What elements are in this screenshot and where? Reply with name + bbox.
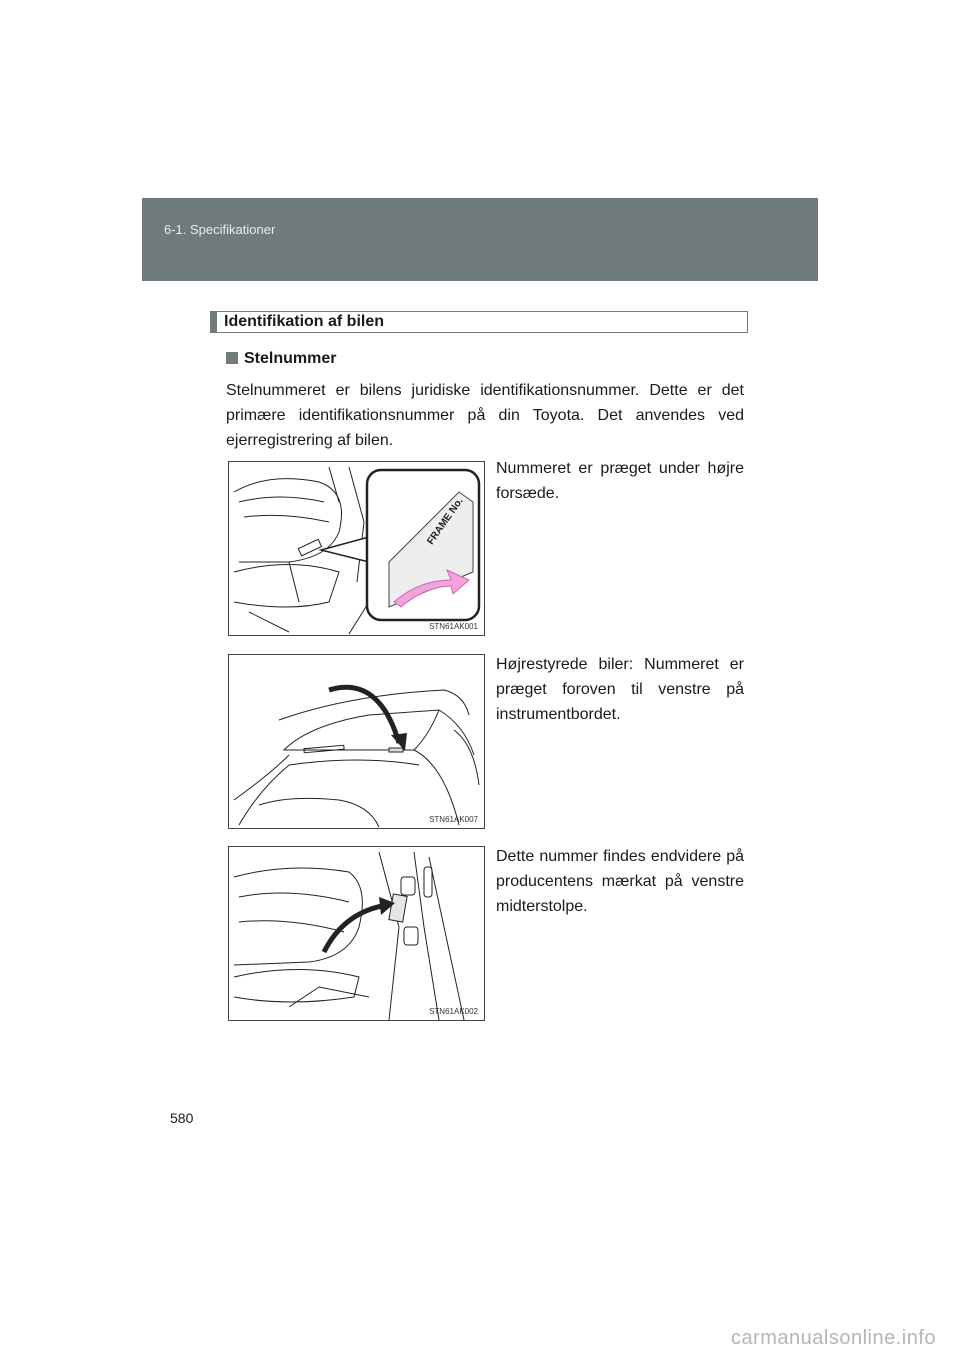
- car-front-illustration: [229, 655, 484, 828]
- figure-caption: Dette nummer findes endvidere på producentens mærkat på venstre midterstolpe.: [496, 848, 744, 915]
- figure-frame-number-pillar: [228, 846, 485, 1021]
- section-label: 6-1. Specifikationer: [164, 222, 276, 237]
- figure-caption: Højrestyrede biler: Nummeret er præget foroven til venstre på instrumentbordet.: [496, 656, 744, 723]
- figure-code: STN61AK002: [429, 1007, 478, 1016]
- section-title: Identifikation af bilen: [210, 311, 748, 333]
- indicator-arrow-icon: [324, 905, 387, 952]
- header-band: [142, 198, 818, 281]
- subheading-text: Stelnummer: [244, 350, 337, 367]
- intro-paragraph: Stelnummeret er bilens juridiske identifikationsnummer. Dette er det primære identifikationsnummer på din Toyota. Det anvendes ved ejerregistrering af bilen.: [226, 382, 744, 449]
- page-number: 580: [170, 1110, 194, 1126]
- figure-code: STN61AK007: [429, 815, 478, 824]
- seat-illustration: [229, 462, 484, 635]
- figure-code: STN61AK001: [429, 622, 478, 631]
- pillar-illustration: [229, 847, 484, 1020]
- figure-caption: Nummeret er præget under højre forsæde.: [496, 460, 744, 502]
- figure-frame-number-dashboard: [228, 654, 485, 829]
- frame-no-label: FRAME No.: [425, 495, 466, 547]
- square-bullet-icon: [226, 352, 238, 364]
- subheading: [226, 350, 336, 368]
- watermark: carmanualsonline.info: [730, 1327, 936, 1349]
- figure-frame-number-seat: [228, 461, 485, 636]
- indicator-arrow-icon: [329, 687, 399, 743]
